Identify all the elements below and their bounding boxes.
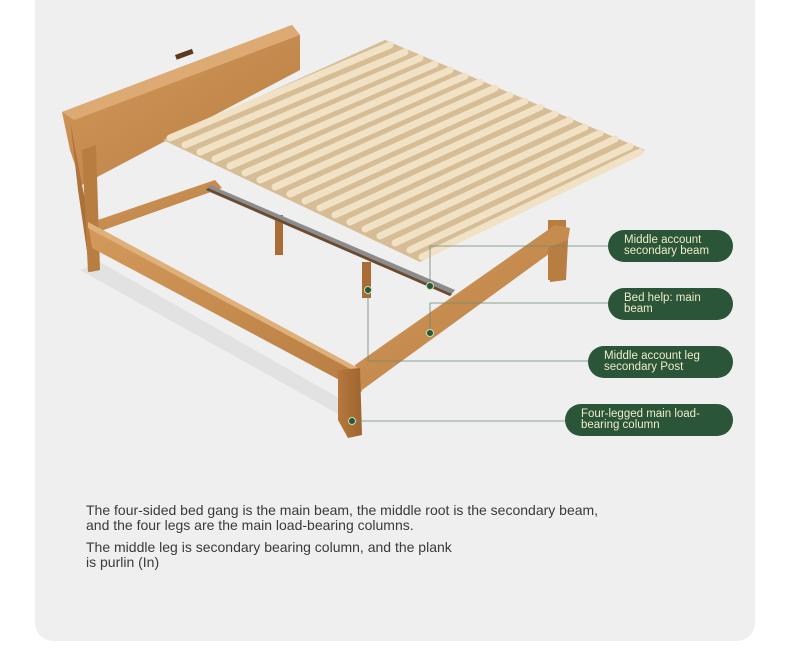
caption-secondary-column: The middle leg is secondary bearing column, and the plank is purlin (In) [86, 539, 452, 570]
callout-secondary-beam: Middle account secondary beam [608, 230, 733, 262]
side-rail [355, 225, 570, 390]
corner-leg [338, 368, 362, 438]
callout-main-beam: Bed help: main beam [608, 288, 733, 320]
callout-secondary-post: Middle account leg secondary Post [588, 346, 733, 378]
caption-main-beam: The four-sided bed gang is the main beam, the middle root is the secondary beam, and the four legs are the main load-bearing columns. [86, 502, 599, 533]
callout-load-bearing-column: Four-legged main load- bearing column [565, 404, 733, 436]
